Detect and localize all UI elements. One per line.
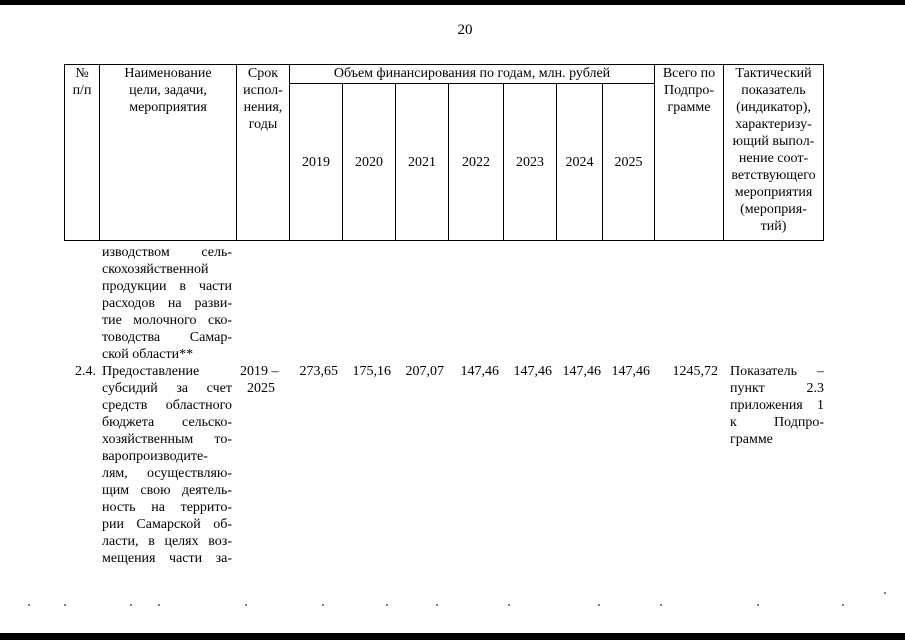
row-value-2025: 147,46: [611, 364, 650, 379]
header-name: Наименование цели, задачи, мероприятия: [100, 65, 237, 241]
row-value-2023: 147,46: [513, 364, 552, 379]
header-total: Всего по Подпро- грамме: [655, 65, 724, 241]
row-value-2024: 147,46: [562, 364, 601, 379]
header-year-2024: 2024: [557, 84, 603, 241]
header-year-2020: 2020: [343, 84, 396, 241]
continuation-text: изводством сель- скохозяйственной продукции в части расходов на разви- тие молочного ско- товодства Самар- ской области**: [102, 245, 232, 362]
row-value-2019: 273,65: [299, 364, 338, 379]
row-value-2020: 175,16: [352, 364, 391, 379]
header-funding: Объем финансирования по годам, млн. рублей: [290, 65, 655, 84]
row-term: 2019 – 2025: [240, 364, 279, 396]
header-year-2021: 2021: [396, 84, 449, 241]
row-total: 1245,72: [672, 364, 718, 379]
header-number: № п/п: [65, 65, 100, 241]
table-header: [64, 64, 824, 241]
row-number: 2.4.: [75, 364, 96, 379]
header-term: Срок испол- нения, годы: [237, 65, 290, 241]
header-year-2023: 2023: [504, 84, 557, 241]
scan-noise: [0, 604, 905, 624]
header-indicator: Тактический показатель (индикатор), характеризу- ющий выпол- нение соот- ветствующего мероприятия (мероприя- тий): [724, 65, 824, 241]
top-border: [0, 0, 905, 5]
row-indicator: Показатель – пункт 2.3 приложения 1 к Подпро- грамме: [730, 364, 824, 447]
row-value-2021: 207,07: [405, 364, 444, 379]
bottom-border: [0, 633, 905, 640]
header-year-2025: 2025: [603, 84, 655, 241]
header-year-2022: 2022: [449, 84, 504, 241]
header-year-2019: 2019: [290, 84, 343, 241]
row-name: Предоставление субсидий за счет средств областного бюджета сельско- хозяйственным то- варопроизводите- лям, осуществляю- щим свою деятель- ность на террито- рии Самарской об- ласти, в целях воз- мещения части за-: [102, 364, 232, 566]
page-number: 20: [457, 22, 473, 38]
row-value-2022: 147,46: [460, 364, 499, 379]
